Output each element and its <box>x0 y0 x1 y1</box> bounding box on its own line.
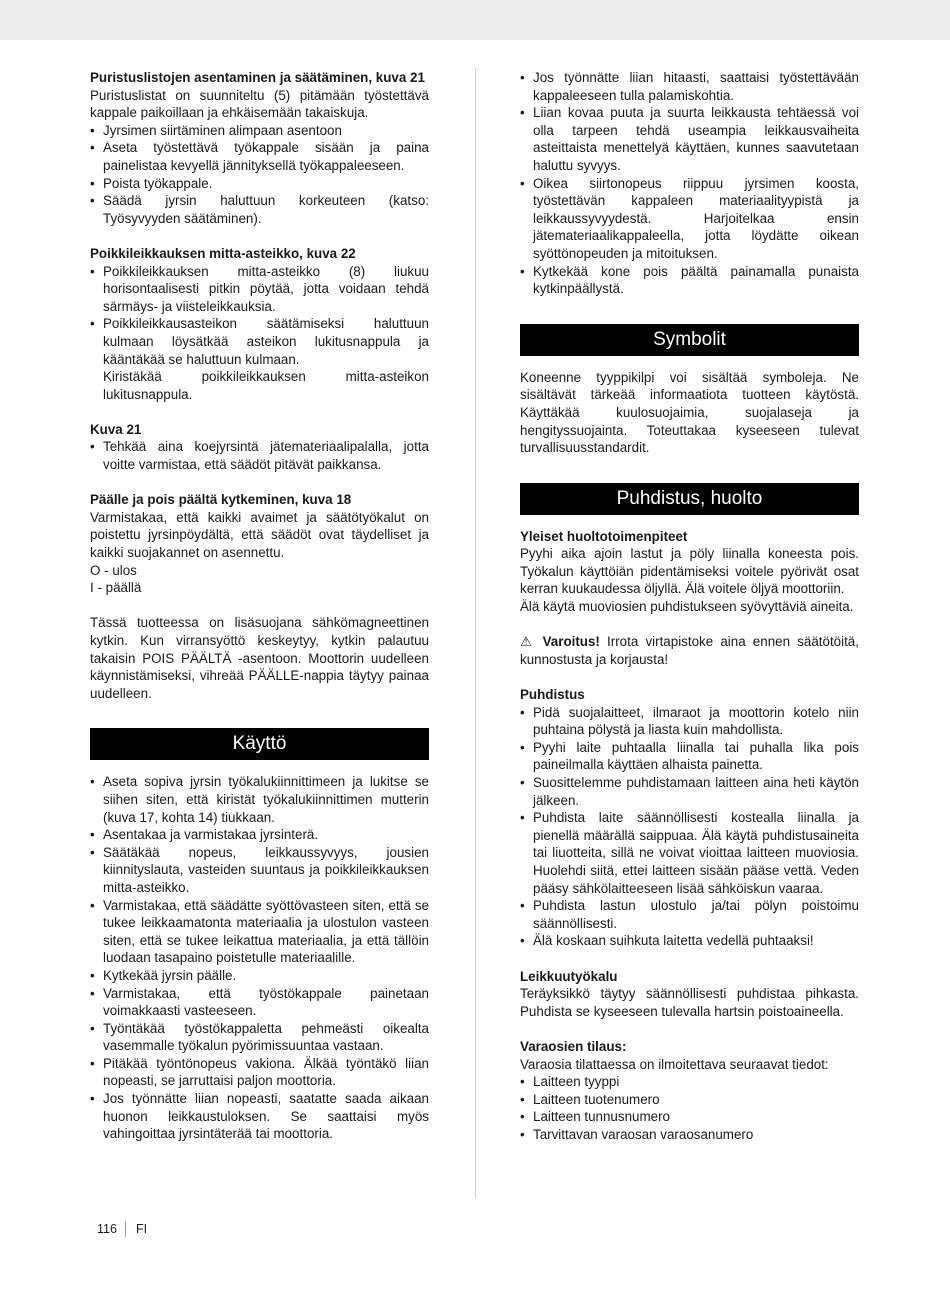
paragraph-poikkileikkaus-lock: Kiristäkää poikkileikkauksen mitta-asteikon lukitusnappula. <box>103 369 429 402</box>
warning <box>520 633 859 668</box>
heading-varaosat: Varaosien tilaus: <box>520 1038 627 1054</box>
list-kaytto-continued <box>520 69 859 298</box>
warning-text: Irrota virtapistoke aina ennen säätötöitä, kunnostusta ja korjausta! <box>520 634 859 667</box>
list-item: • Puhdista laite säännöllisesti kostealla liinalla ja pienellä määrällä saippuaa. Älä käytä puhdistusaineita tai liuotteita, sillä ne voivat vioittaa laitteen muoviosia. Huolehdi siitä, ettei laitteen sisään pääse vettä. Veden pääsy sähkölaitteeseen lisää sähköiskun vaaraa. <box>520 809 859 897</box>
banner-puhdistus-huolto: Puhdistus, huolto <box>520 483 859 515</box>
list-item: • Kytkekää kone pois päältä painamalla punaista kytkinpäällystä. <box>520 263 859 298</box>
page-number: 116 <box>97 1221 126 1237</box>
list-item: • Pidä suojalaitteet, ilmaraot ja moottorin kotelo niin puhtaina pölystä ja liasta kuin mahdollista. <box>520 704 859 739</box>
heading-yleiset: Yleiset huoltotoimenpiteet <box>520 528 688 544</box>
list-item: • Jos työnnätte liian hitaasti, saattaisi työstettävään kappaleeseen tulla palamiskohtia. <box>520 69 859 104</box>
list-kaytto <box>90 773 429 1142</box>
list-item: • Aseta työstettävä työkappale sisään ja paina painelistaa kevyellä jännityksellä työkappaleeseen. <box>90 139 429 174</box>
list-item: • Jos työnnätte liian nopeasti, saatatte saada aikaan huonon leikkaustuloksen. Se saattaisi myös vahingoittaa jyrsintäterää tai moottoria. <box>90 1090 429 1143</box>
right-column <box>520 69 859 1143</box>
list-item: • Pyyhi laite puhtaalla liinalla tai puhalla lika pois paineilmalla käyttäen alhaista painetta. <box>520 739 859 774</box>
list-kuva-21 <box>90 438 429 473</box>
left-column <box>90 69 429 1143</box>
list-item: • Tehkää aina koejyrsintä jätemateriaalipalalla, jotta voitte varmistaa, että säädöt pitävät paikkansa. <box>90 438 429 473</box>
paragraph-magneettikytkin: Tässä tuotteessa on lisäsuojana sähkömagneettinen kytkin. Kun virransyöttö keskeytyy, kytkin palautuu takaisin POIS PÄÄLTÄ -asentoon. Moottorin uudelleen käynnistämiseksi, vihreää PÄÄLLE-nappia täytyy painaa uudelleen. <box>90 615 429 701</box>
list-varaosat <box>520 1073 859 1143</box>
list-item: • Pitäkää työntönopeus vakiona. Älkää työntäkö liian nopeasti, se jarruttaisi paljon moottoria. <box>90 1055 429 1090</box>
list-item: • Varmistakaa, että säädätte syöttövasteen siten, että se tukee leikkaamatonta materiaalia ja ulostulon vasteen siten, että se tukee leikattua materiaalia, ja että tällöin luodaan tasapaino poistetulle materiaalille. <box>90 897 429 967</box>
list-item: • Poikkileikkausasteikon säätämiseksi haluttuun kulmaan löysätkää asteikon lukitusnappula ja kääntäkää se haluttuun kulmaan. <box>90 315 429 368</box>
warning-label: Varoitus! <box>542 634 600 650</box>
heading-paalle-pois: Päälle ja pois päältä kytkeminen, kuva 18 <box>90 492 352 508</box>
page-footer <box>97 1221 147 1237</box>
list-puhdistus <box>520 704 859 950</box>
list-item: • Liian kovaa puuta ja suurta leikkausta tehtäessä voi olla tarpeen tehdä useampia leikkausvaiheita asteittaista menettelyä käyttäen, kunnes saavutetaan haluttu syvyys. <box>520 104 859 174</box>
banner-symbolit: Symbolit <box>520 324 859 356</box>
heading-leikkuutyokalu: Leikkuutyökalu <box>520 968 618 984</box>
list-item: • Säätäkää nopeus, leikkaussyvyys, jousien kiinnityslauta, vasteiden suuntaus ja poikkileikkauksen mitta-asteikko. <box>90 844 429 897</box>
list-poikkileikkaus <box>90 263 429 369</box>
list-item: • Suosittelemme puhdistamaan laitteen aina heti käytön jälkeen. <box>520 774 859 809</box>
heading-kuva-21: Kuva 21 <box>90 421 142 437</box>
list-item: • Poikkileikkauksen mitta-asteikko (8) liukuu horisontaalisesti pitkin pöytää, jotta voidaan tehdä särmäys- ja viisteleikkauksia. <box>90 263 429 316</box>
paragraph-yleiset-2: Älä käytä muoviosien puhdistukseen syövyttäviä aineita. <box>520 599 854 615</box>
list-item: • Jyrsimen siirtäminen alimpaan asentoon <box>90 122 429 140</box>
line-o-ulos: O - ulos <box>90 562 137 578</box>
list-item: • Säädä jyrsin haluttuun korkeuteen (katso: Työsyvyyden säätäminen). <box>90 192 429 227</box>
list-item: • Asentakaa ja varmistakaa jyrsinterä. <box>90 826 429 844</box>
banner-kaytto: Käyttö <box>90 728 429 760</box>
list-item: • Oikea siirtonopeus riippuu jyrsimen koosta, työstettävän kappaleen materiaalityypistä ja leikkaussyvyydestä. Harjoitelkaa ensin jätemateriaalikappaleella, jotta löydätte oikean syöttönopeuden ja mitoituksen. <box>520 175 859 263</box>
list-item: • Työntäkää työstökappaletta pehmeästi oikealta vasemmalle työkalun pyörimissuuntaa vastaan. <box>90 1020 429 1055</box>
list-item: • Kytkekää jyrsin päälle. <box>90 967 429 985</box>
list-item: • Laitteen tyyppi <box>520 1073 859 1091</box>
paragraph-yleiset: Pyyhi aika ajoin lastut ja pöly liinalla koneesta pois. Työkalun käyttöiän pidentämiseksi voitele pyörivät osat kerran kuukaudessa öljyllä. Älä voitele öljyä moottoriin. <box>520 546 859 597</box>
language-code: FI <box>135 1222 148 1236</box>
line-i-paalla: I - päällä <box>90 580 142 596</box>
top-band <box>0 0 950 40</box>
list-item: • Varmistakaa, että työstökappale painetaan voimakkaasti vasteeseen. <box>90 985 429 1020</box>
column-divider <box>475 68 476 1198</box>
paragraph-leikkuutyokalu: Teräyksikkö täytyy säännöllisesti puhdistaa pihkasta. Puhdista se kyseeseen tulevalla hartsin poistoaineella. <box>520 986 859 1019</box>
list-item: • Laitteen tunnusnumero <box>520 1108 859 1126</box>
heading-puristuslistat: Puristuslistojen asentaminen ja säätäminen, kuva 21 <box>90 70 425 85</box>
heading-puhdistus: Puhdistus <box>520 687 585 703</box>
list-item: • Älä koskaan suihkuta laitetta vedellä puhtaaksi! <box>520 932 859 950</box>
list-item: • Tarvittavan varaosan varaosanumero <box>520 1126 859 1144</box>
list-item: • Laitteen tuotenumero <box>520 1091 859 1109</box>
heading-poikkileikkaus: Poikkileikkauksen mitta-asteikko, kuva 22 <box>90 245 356 261</box>
warning-icon: ⚠ <box>520 634 536 650</box>
paragraph-paalle-pois: Varmistakaa, että kaikki avaimet ja säätötyökalut on poistettu jyrsinpöydältä, että säädöt ovat täydelliset ja kaikki suojakannet on asennettu. <box>90 509 429 561</box>
list-item: • Aseta sopiva jyrsin työkalukiinnittimeen ja lukitse se siihen siten, että kiristät työkalukiinnittimen mutterin (kuva 17, kohta 14) tiukkaan. <box>90 773 429 826</box>
list-item: • Puhdista lastun ulostulo ja/tai pölyn poistoimu säännöllisesti. <box>520 897 859 932</box>
list-item: • Poista työkappale. <box>90 175 429 193</box>
paragraph-symbolit: Koneenne tyyppikilpi voi sisältää symboleja. Ne sisältävät tärkeää informaatiota tuotteen käytöstä. Käyttäkää kuulosuojaimia, suojalaseja ja hengityssuojainta. Toteuttakaa kyseeseen tulevat turvallisuusstandardit. <box>520 369 859 456</box>
paragraph-varaosat: Varaosia tilattaessa on ilmoitettava seuraavat tiedot: <box>520 1056 829 1072</box>
paragraph-puristuslistat: Puristuslistat on suunniteltu (5) pitämään työstettävä kappale paikoillaan ja ehkäisemään takaiskuja. <box>90 87 429 121</box>
list-puristuslistat <box>90 122 429 228</box>
